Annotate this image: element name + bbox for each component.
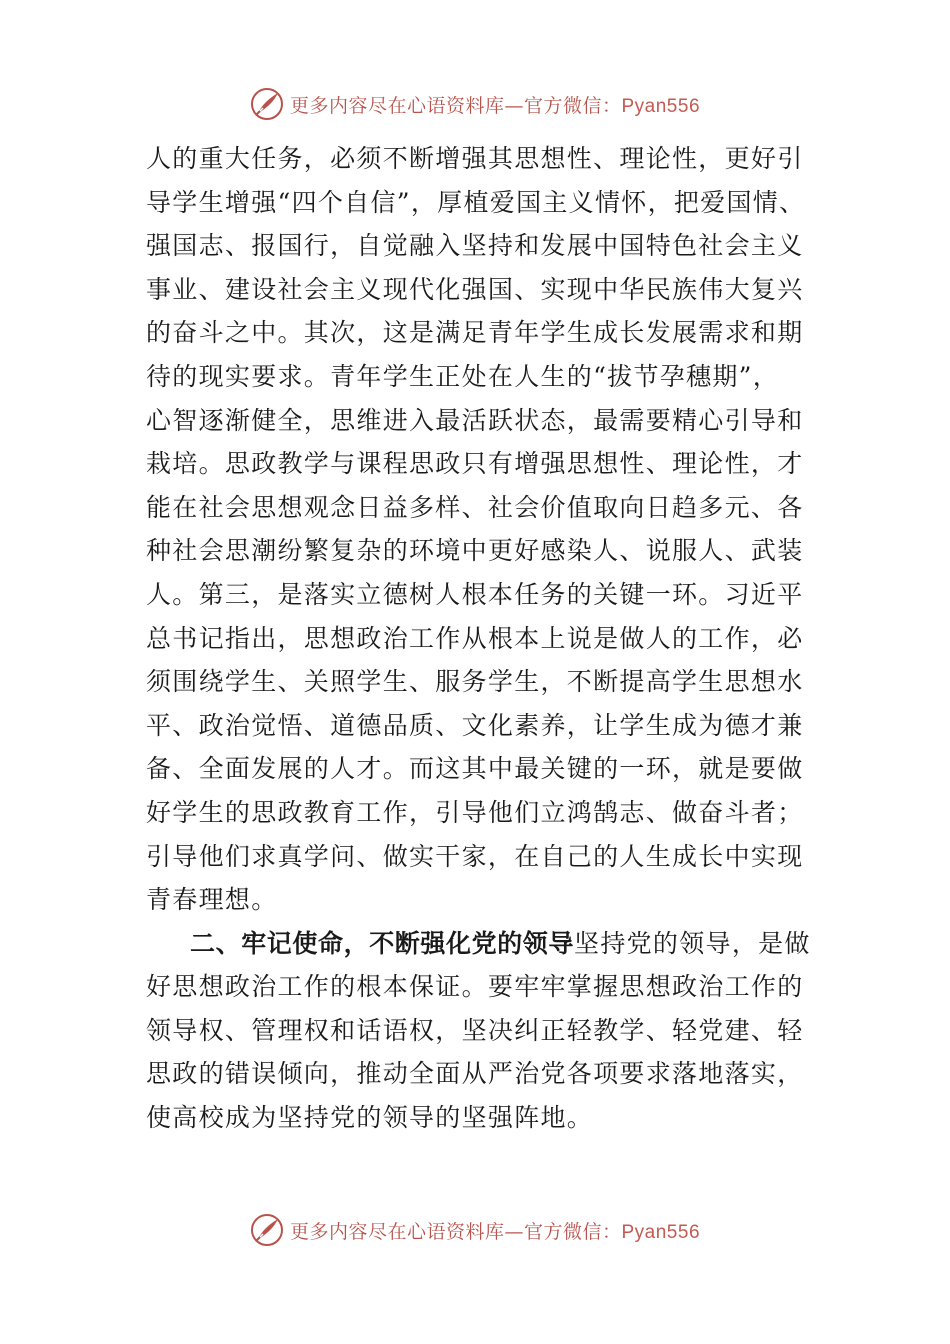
section-heading-line bbox=[146, 922, 811, 966]
body-line: 强国志、报国行，自觉融入坚持和发展中国特色社会主义 bbox=[146, 231, 804, 261]
quill-pen-logo-icon bbox=[250, 1213, 284, 1247]
body-line: 备、全面发展的人才。而这其中最关键的一环，就是要做 bbox=[146, 754, 804, 784]
wechat-id: Pyan556 bbox=[621, 1221, 701, 1243]
quill-pen-logo-icon bbox=[250, 87, 284, 121]
document-body bbox=[146, 137, 811, 1140]
body-line: 能在社会思想观念日益多样、社会价值取向日趋多元、各 bbox=[146, 492, 804, 522]
body-line: 的奋斗之中。其次，这是满足青年学生成长发展需求和期 bbox=[146, 318, 804, 348]
section-heading-continuation: 坚持党的领导，是做 bbox=[574, 928, 811, 958]
banner-text: 更多内容尽在心语资料库—官方微信： bbox=[289, 1220, 622, 1243]
body-line: 事业、建设社会主义现代化强国、实现中华民族伟大复兴 bbox=[146, 274, 804, 304]
body-line: 须围绕学生、关照学生、服务学生，不断提高学生思想水 bbox=[146, 667, 804, 697]
body-line: 使高校成为坚持党的领导的坚强阵地。 bbox=[146, 1103, 594, 1133]
body-line: 心智逐渐健全，思维进入最活跃状态，最需要精心引导和 bbox=[146, 405, 804, 435]
body-line: 好思想政治工作的根本保证。要牢牢掌握思想政治工作的 bbox=[146, 972, 804, 1002]
body-line: 待的现实要求。青年学生正处在人生的“拔节孕穗期”， bbox=[146, 361, 780, 391]
header-banner bbox=[0, 84, 950, 124]
footer-banner bbox=[0, 1210, 950, 1250]
body-line: 导学生增强“四个自信”，厚植爱国主义情怀，把爱国情、 bbox=[146, 187, 806, 217]
body-line: 好学生的思政教育工作，引导他们立鸿鹄志、做奋斗者； bbox=[146, 797, 804, 827]
wechat-id: Pyan556 bbox=[621, 95, 701, 117]
body-line: 思政的错误倾向，推动全面从严治党各项要求落地落实， bbox=[146, 1059, 804, 1089]
body-line: 人。第三，是落实立德树人根本任务的关键一环。习近平 bbox=[146, 579, 804, 609]
section-heading: 二、牢记使命，不断强化党的领导 bbox=[190, 928, 575, 958]
body-line: 青春理想。 bbox=[146, 885, 278, 915]
body-line: 平、政治觉悟、道德品质、文化素养，让学生成为德才兼 bbox=[146, 710, 804, 740]
body-line: 引导他们求真学问、做实干家，在自己的人生成长中实现 bbox=[146, 841, 804, 871]
body-line: 种社会思潮纷繁复杂的环境中更好感染人、说服人、武装 bbox=[146, 536, 804, 566]
body-line: 栽培。思政教学与课程思政只有增强思想性、理论性，才 bbox=[146, 449, 804, 479]
banner-text: 更多内容尽在心语资料库—官方微信： bbox=[289, 94, 622, 117]
body-line: 总书记指出，思想政治工作从根本上说是做人的工作，必 bbox=[146, 623, 804, 653]
body-line: 人的重大任务，必须不断增强其思想性、理论性，更好引 bbox=[146, 144, 804, 173]
body-line: 领导权、管理权和话语权，坚决纠正轻教学、轻党建、轻 bbox=[146, 1015, 804, 1045]
